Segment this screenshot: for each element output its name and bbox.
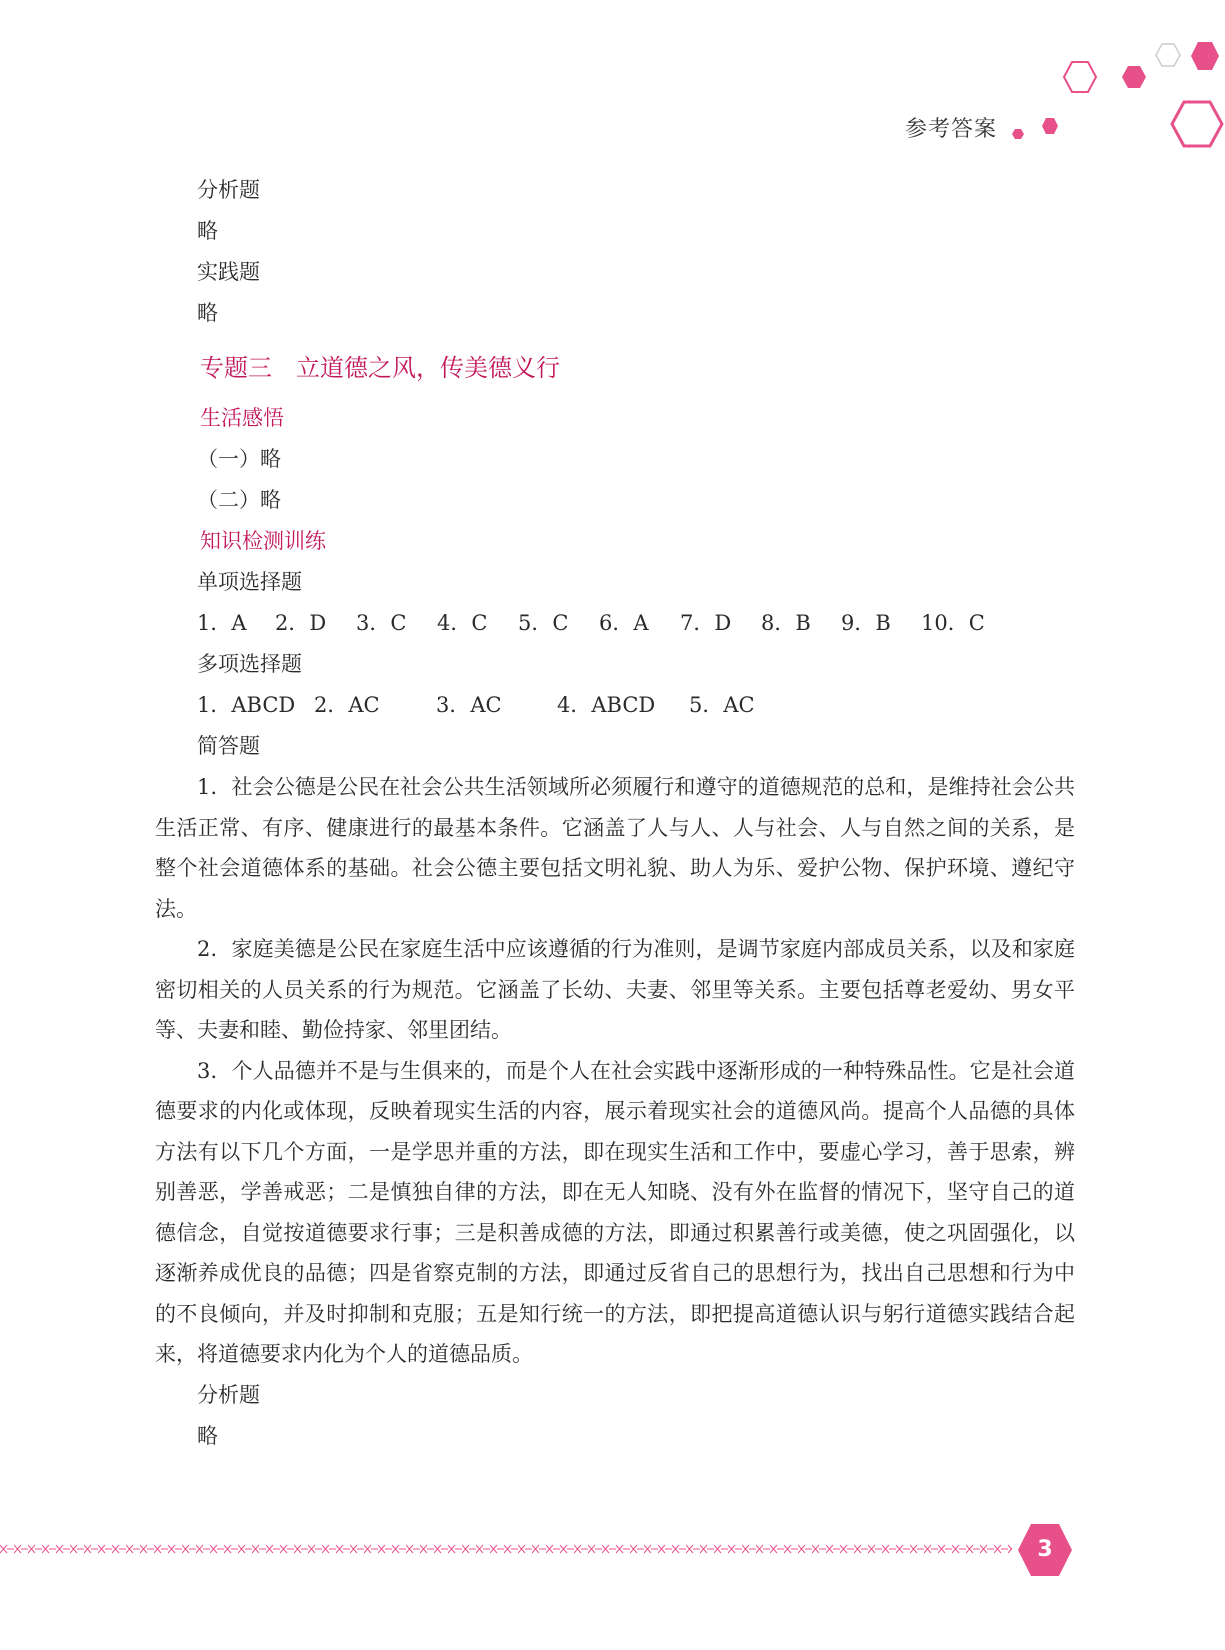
single-choice-title: 单项选择题 bbox=[197, 570, 302, 594]
life-item: （二）略 bbox=[197, 488, 281, 512]
hexagon-outline-small-icon bbox=[1156, 44, 1180, 66]
answer-item: 1．ABCD bbox=[197, 693, 296, 717]
short-answer-title: 简答题 bbox=[197, 734, 260, 758]
answer-item: 6．A bbox=[599, 611, 649, 635]
heading-analysis: 分析题 bbox=[197, 1382, 260, 1407]
answer-item: 3．AC bbox=[436, 693, 502, 717]
hexagon-outline-large-icon bbox=[1172, 102, 1222, 146]
short-answer-paragraph: 2．家庭美德是公民在家庭生活中应该遵循的行为准则，是调节家庭内部成员关系，以及和家庭密切相关的人员关系的行为规范。它涵盖了长幼、夫妻、邻里等关系。主要包括尊老爱幼、男女平等、夫妻和睦、勤俭持家、邻里团结。 bbox=[155, 937, 1075, 1042]
answer-item: 5．C bbox=[518, 611, 569, 635]
answer-text: 略 bbox=[197, 219, 218, 243]
hexagon-dot-icon bbox=[1012, 129, 1024, 139]
heading-analysis: 分析题 bbox=[197, 178, 260, 202]
answer-item: 5．AC bbox=[689, 693, 755, 717]
hexagon-filled-icon bbox=[1122, 66, 1146, 88]
heading-practice: 实践题 bbox=[197, 260, 260, 284]
answer-item: 2．AC bbox=[314, 693, 380, 717]
main-content bbox=[155, 170, 1075, 1457]
multi-choice-title: 多项选择题 bbox=[197, 652, 302, 676]
header-title: 参考答案 bbox=[905, 117, 998, 142]
short-answer-paragraph: 1．社会公德是公民在社会公共生活领域所必须履行和遵守的道德规范的总和，是维持社会公共生活正常、有序、健康进行的最基本条件。它涵盖了人与人、人与社会、人与自然之间的关系，是整个社会道德体系的基础。社会公德主要包括文明礼貌、助人为乐、爱护公物、保护环境、遵纪守法。 bbox=[155, 775, 1075, 921]
answer-item: 10．C bbox=[921, 611, 985, 635]
multi-choice-answers bbox=[155, 685, 1075, 726]
answer-item: 4．ABCD bbox=[557, 693, 656, 717]
answer-item: 7．D bbox=[680, 611, 732, 635]
subsection-knowledge-title: 知识检测训练 bbox=[200, 529, 326, 553]
page-number: 3 bbox=[1037, 1537, 1053, 1562]
answer-text: 略 bbox=[197, 1423, 218, 1448]
single-choice-answers bbox=[155, 603, 1075, 644]
answer-text: 略 bbox=[197, 301, 218, 325]
life-item: （一）略 bbox=[197, 447, 281, 471]
answer-item: 9．B bbox=[841, 611, 891, 635]
hexagon-filled-icon bbox=[1191, 42, 1219, 70]
section-title: 专题三 立道德之风，传美德义行 bbox=[200, 354, 560, 382]
hexagon-outline-icon bbox=[1064, 62, 1096, 92]
answer-item: 8．B bbox=[761, 611, 811, 635]
answer-item: 2．D bbox=[275, 611, 327, 635]
header-decoration bbox=[0, 0, 1225, 160]
answer-item: 3．C bbox=[356, 611, 407, 635]
answer-item: 1．A bbox=[197, 611, 247, 635]
answer-item: 4．C bbox=[437, 611, 488, 635]
subsection-life-title: 生活感悟 bbox=[200, 406, 284, 430]
short-answer-paragraph: 3．个人品德并不是与生俱来的，而是个人在社会实践中逐渐形成的一种特殊品性。它是社会道德要求的内化或体现，反映着现实生活的内容，展示着现实社会的道德风尚。提高个人品德的具体方法有以下几个方面，一是学思并重的方法，即在现实生活和工作中，要虚心学习，善于思索，辨别善恶，学善戒恶；二是慎独自律的方法，即在无人知晓、没有外在监督的情况下，坚守自己的道德信念，自觉按道德要求行事；三是积善成德的方法，即通过积累善行或美德，使之巩固强化，以逐渐养成优良的品德；四是省察克制的方法，即通过反省自己的思想行为，找出自己思想和行为中的不良倾向，并及时抑制和克服；五是知行统一的方法，即把提高道德认识与躬行道德实践结合起来，将道德要求内化为个人的道德品质。 bbox=[155, 1058, 1075, 1366]
hexagon-dot-icon bbox=[1042, 118, 1058, 134]
